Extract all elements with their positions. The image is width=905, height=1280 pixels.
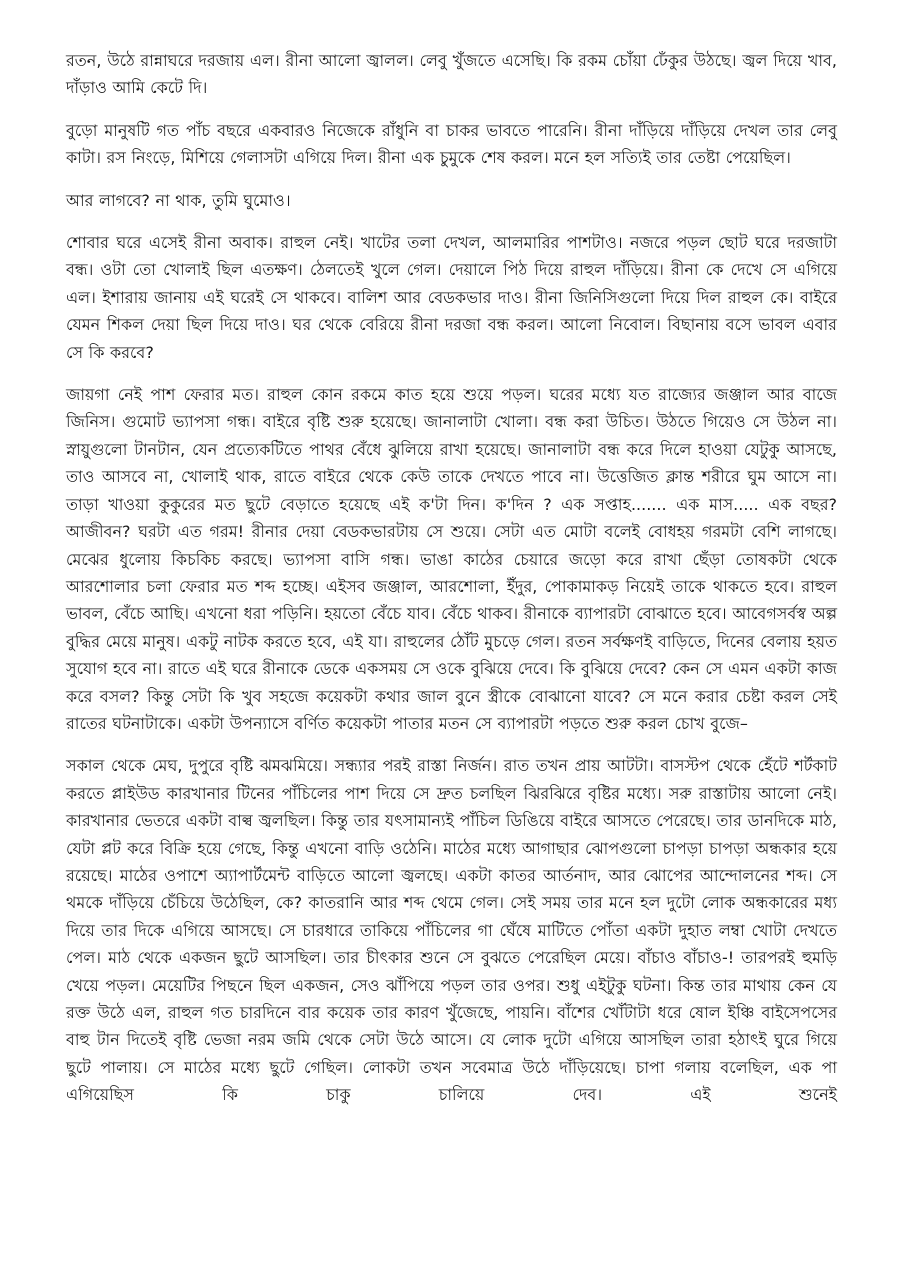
paragraph-5: জায়গা নেই পাশ ফেরার মত। রাহুল কোন রকমে কাত হয়ে শুয়ে পড়ল। ঘরের মধ্যে যত রাজ্যের জঞ্জাল আর বাজে জিনিস। গুমোট ভ্যাপসা গন্ধ। বাইরে বৃষ্টি শুরু হয়েছে। জানালাটা খোলা। বন্ধ করা উচিত। উঠতে গিয়েও সে উঠল না। স্নায়ুগুলো টানটান, যেন প্রত্যেকটিতে পাথর বেঁধে ঝুলিয়ে রাখা হয়েছে। জানালাটা বন্ধ করে দিলে হাওয়া যেটুকু আসছে, তাও আসবে না, খোলাই থাক, রাতে বাইরে থেকে কেউ তাকে দেখতে পাবে না। উত্তেজিত ক্লান্ত শরীরে ঘুম আসে না। তাড়া খাওয়া কুকুরের মত ছুটে বেড়াতে হয়েছে এই ক'টা দিন। ক'দিন ? এক সপ্তাহ....... এক মাস..... এক বছর? আজীবন? ঘরটা এত গরম! রীনার দেয়া বেডকভারটায় সে শুয়ে। সেটা এত মোটা বলেই বোধহয় গরমটা বেশি লাগছে। মেঝের ধুলোয় কিচকিচ করছে। ভ্যাপসা বাসি গন্ধ। ভাঙা কাঠের চেয়ারে জড়ো করে রাখা ছেঁড়া তোষকটা থেকে আরশোলার চলা ফেরার মত শব্দ হচ্ছে। এইসব জঞ্জাল, আরশোলা, ইঁদুর, পোকামাকড় নিয়েই তাকে থাকতে হবে। রাহুল ভাবল, বেঁচে আছি। এখনো ধরা পড়িনি। হয়তো বেঁচে যাব। বেঁচে থাকব। রীনাকে ব্যাপারটা বোঝাতে হবে। আবেগসর্বস্ব অল্প বুদ্ধির মেয়ে মানুষ। একটু নাটক করতে হবে, এই যা। রাহুলের ঠোঁট মুচড়ে গেল। রতন সর্বক্ষণই বাড়িতে, দিনের বেলায় হয়ত সুযোগ হবে না। রাতে এই ঘরে রীনাকে ডেকে একসময় সে ওকে বুঝিয়ে দেবে। কি বুঝিয়ে দেবে? কেন সে এমন একটা কাজ করে বসল? কিন্তু সেটা কি খুব সহজে কয়েকটা কথার জাল বুনে স্ত্রীকে বোঝানো যাবে? সে মনে করার চেষ্টা করল সেই রাতের ঘটনাটাকে। একটা উপন্যাসে বর্ণিত কয়েকটা পাতার মতন সে ব্যাপারটা পড়তে শুরু করল চোখ বুজে–	[66, 385, 837, 733]
paragraph-4: শোবার ঘরে এসেই রীনা অবাক। রাহুল নেই। খাটের তলা দেখল, আলমারির পাশটাও। নজরে পড়ল ছোট ঘরে দরজাটা বন্ধ। ওটা তো খোলাই ছিল এতক্ষণ। ঠেলতেই খুলে গেল। দেয়ালে পিঠ দিয়ে রাহুল দাঁড়িয়ে। রীনা কে দেখে সে এগিয়ে এল। ইশারায় জানায় এই ঘরেই সে থাকবে। বালিশ আর বেডকভার দাও। রীনা জিনিসিগুলো দিয়ে দিল রাহুল কে। বাইরে যেমন শিকল দেয়া ছিল দিয়ে দাও। ঘর থেকে বেরিয়ে রীনা দরজা বন্ধ করল। আলো নিবোল। বিছানায় বসে ভাবল এবার সে কি করবে?	[66, 233, 837, 362]
paragraph-2: বুড়ো মানুষটি গত পাঁচ বছরে একবারও নিজেকে রাঁধুনি বা চাকর ভাবতে পারেনি। রীনা দাঁড়িয়ে দাঁড়িয়ে দেখল তার লেবু কাটা। রস নিংড়ে, মিশিয়ে গেলাসটা এগিয়ে দিল। রীনা এক চুমুকে শেষ করল। মনে হল সত্যিই তার তেষ্টা পেয়েছিল।	[66, 120, 837, 168]
paragraph-6: সকাল থেকে মেঘ, দুপুরে বৃষ্টি ঝমঝমিয়ে। সন্ধ্যার পরই রাস্তা নির্জন। রাত তখন প্রায় আটটা। বাসস্টপ থেকে হেঁটে শর্টকাট করতে প্লাইউড কারখানার টিনের পাঁচিলের পাশ দিয়ে সে দ্রুত চলছিল ঝিরঝিরে বৃষ্টির মধ্যে। সরু রাস্তাটায় আলো নেই। কারখানার ভেতরে একটা বাল্ব জ্বলছিল। কিন্তু তার যৎসামান্যই পাঁচিল ডিঙিয়ে বাইরে আসতে পেরেছে। তার ডানদিকে মাঠ, যেটা প্লট করে বিক্রি হয়ে গেছে, কিন্তু এখনো বাড়ি ওঠেনি। মাঠের মধ্যে আগাছার ঝোপগুলো চাপড়া চাপড়া অন্ধকার হয়ে রয়েছে। মাঠের ওপাশে অ্যাপার্টমেন্ট বাড়িতে আলো জ্বলছে। একটা কাতর আর্তনাদ, আর ঝোপের আন্দোলনের শব্দ। সে থমকে দাঁড়িয়ে চেঁচিয়ে উঠেছিল, কে? কাতরানি আর শব্দ থেমে গেল। সেই সময় তার মনে হল দুটো লোক অন্ধকারের মধ্য দিয়ে তার দিকে এগিয়ে আসছে। সে চারধারে তাকিয়ে পাঁচিলের গা ঘেঁষে মাটিতে পোঁতা একটা দুহাত লম্বা খোটা দেখতে পেল। মাঠ থেকে একজন ছুটে আসছিল। তার চীৎকার শুনে সে বুঝতে পেরেছিল মেয়ে। বাঁচাও বাঁচাও-! তারপরই হুমড়ি খেয়ে পড়ল। মেয়েটির পিছনে ছিল একজন, সেও ঝাঁপিয়ে পড়ল তার ওপর। শুধু এইটুকু ঘটনা। কিন্ত তার মাথায় কেন যে রক্ত উঠে এল, রাহুল গত চারদিনে বার কয়েক তার কারণ খুঁজেছে, পায়নি। বাঁশের খোঁটাটা ধরে ষোল ইঞ্চি বাইসেপসের বাহু টান দিতেই বৃষ্টি ভেজা নরম জমি থেকে সেটা উঠে আসে। যে লোক দুটো এগিয়ে আসছিল তারা হঠাৎই ঘুরে গিয়ে ছুটে পালায়। সে মাঠের মধ্যে ছুটে গেছিল। লোকটা তখন সবেমাত্র উঠে দাঁড়িয়েছে। চাপা গলায় বলেছিল, এক পা এগিয়েছিস কি চাকু চালিয়ে দেব। এই শুনেই	[66, 756, 837, 1105]
paragraph-1: রতন, উঠে রান্নাঘরে দরজায় এল। রীনা আলো জ্বালল। লেবু খুঁজতে এসেছি। কি রকম চোঁয়া ঢেঁকুর উঠছে। জ্বল দিয়ে খাব, দাঁড়াও আমি কেটে দি।	[66, 51, 837, 98]
paragraph-3: আর লাগবে? না থাক, তুমি ঘুমোও।	[66, 190, 291, 210]
